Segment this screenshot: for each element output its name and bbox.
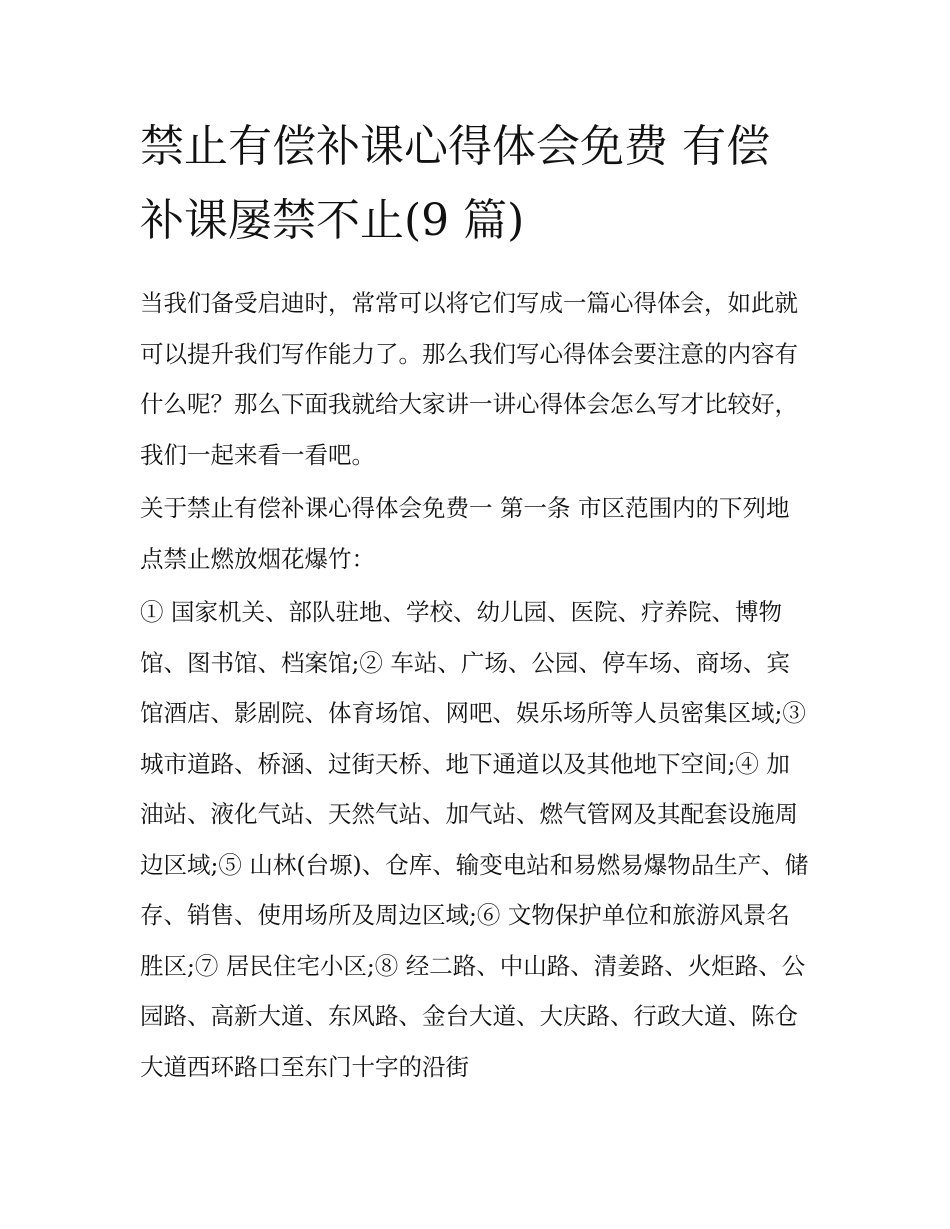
- paragraph-prohibited-locations: ① 国家机关、部队驻地、学校、幼儿园、医院、疗养院、博物馆、图书馆、档案馆;② 车站、广场、公园、停车场、商场、宾馆酒店、影剧院、体育场馆、网吧、娱乐场所等人员密集区域;③ 城市道路、桥涵、过街天桥、地下通道以及其他地下空间;④ 加油站、液化气站、天然气站、加气站、燃气管网及其配套设施周边区域;⑤ 山林(台塬)、仓库、输变电站和易燃易爆物品生产、储存、销售、使用场所及周边区域;⑥ 文物保护单位和旅游风景名胜区;⑦ 居民住宅小区;⑧ 经二路、中山路、清姜路、火炬路、公园路、高新大道、东风路、金台大道、大庆路、行政大道、陈仓大道西环路口至东门十字的沿街: [140, 598, 809, 1081]
- document-body: [140, 110, 812, 1095]
- paragraph-intro: 当我们备受启迪时，常常可以将它们写成一篇心得体会，如此就可以提升我们写作能力了。那么我们写心得体会要注意的内容有什么呢？那么下面我就给大家讲一讲心得体会怎么写才比较好，我们一起来看一看吧。: [140, 289, 798, 469]
- paragraph-section-one: 关于禁止有偿补课心得体会免费一 第一条 市区范围内的下列地点禁止燃放烟花爆竹：: [140, 494, 790, 573]
- document-title: 禁止有偿补课心得体会免费 有偿补课屡禁不止(9 篇): [140, 121, 770, 246]
